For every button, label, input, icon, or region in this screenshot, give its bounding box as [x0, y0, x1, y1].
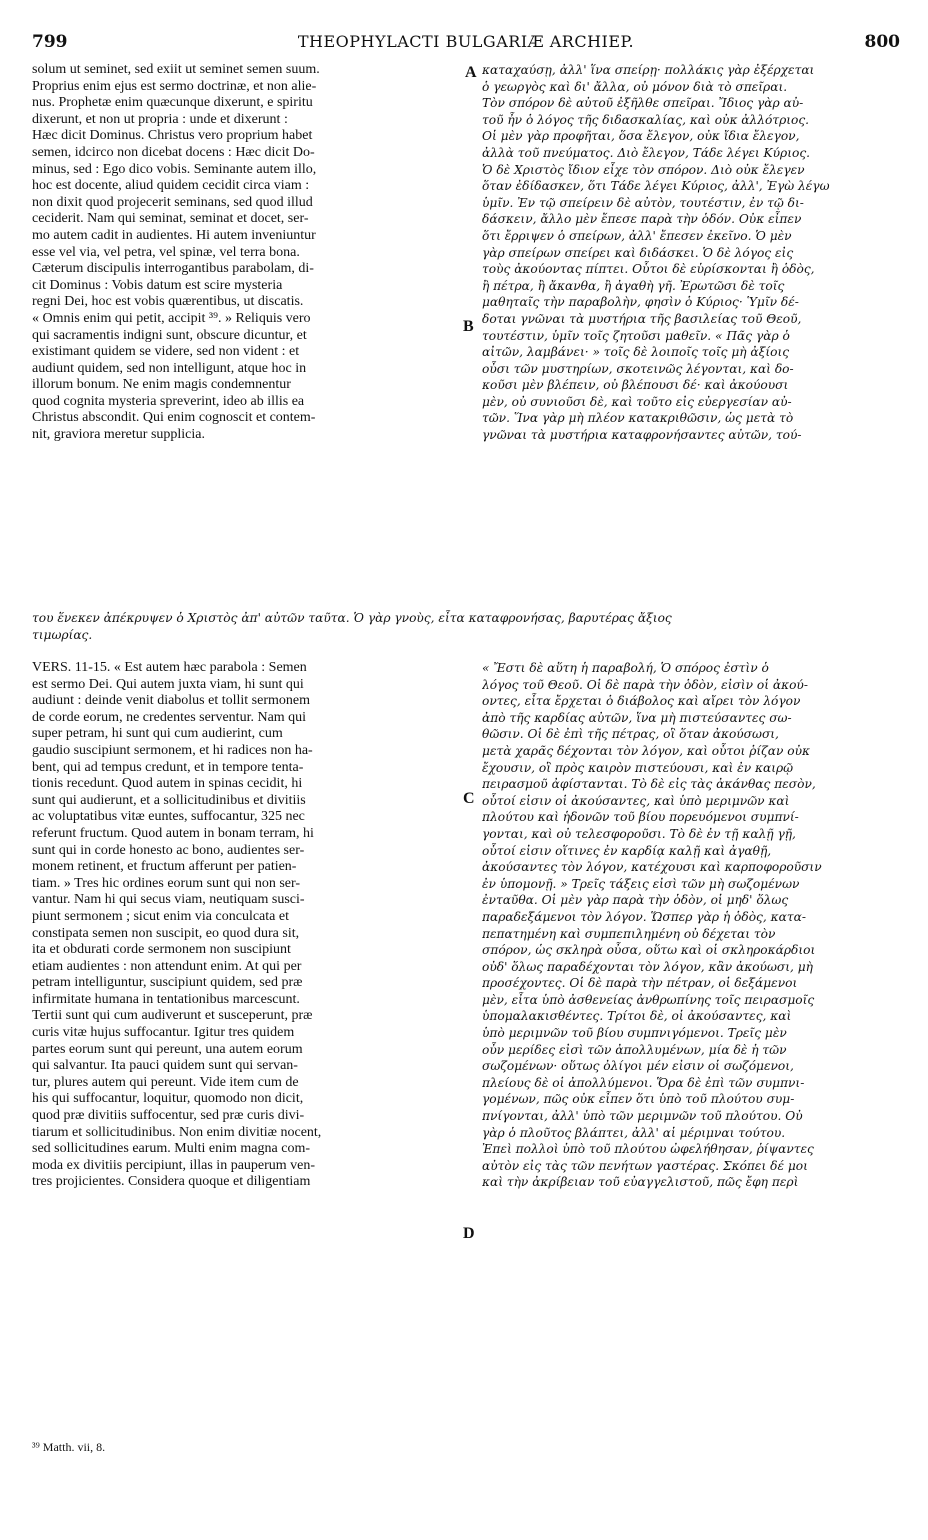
- greek-line: παραδεξάμενοι τὸν λόγον. Ὥσπερ γὰρ ἡ ὁδὸς, κατα-: [482, 909, 806, 924]
- greek-line: ὅτι ἔρριψεν ὁ σπείρων, ἀλλ' ἔπεσεν ἐκεῖνο. Ὁ μὲν: [482, 228, 792, 243]
- latin-line: qui sacramentis indigni sunt, obscure dicuntur, et: [32, 327, 307, 343]
- latin-line: existimant quidem se videre, sed non vident : et: [32, 344, 300, 360]
- latin-column-bottom: [32, 660, 460, 1191]
- latin-line: de corde eorum, ne credentes serventur. Nam qui: [32, 709, 307, 725]
- greek-line: ἢ πέτρα, ἢ ἄκανθα, ἢ ἀγαθὴ γῆ. Ἐρωτῶσι δὲ τοῖς: [482, 278, 785, 293]
- greek-line: αἰτῶν, λαμβάνει· » τοῖς δὲ λοιποῖς τοῖς μὴ ἀξίοις: [482, 345, 790, 360]
- latin-line: Proprius enim ejus est sermo doctrinæ, et non alie-: [32, 78, 317, 94]
- latin-line: regni Dei, hoc est vobis quærentibus, ut discatis.: [32, 294, 304, 310]
- latin-line: Hæc dicit Dominus. Christus vero proprium habet: [32, 128, 313, 144]
- greek-line: γὰρ ὁ πλοῦτος βλάπτει, ἀλλ' αἱ μέριμναι τούτου.: [482, 1125, 786, 1140]
- latin-line: tionis recedunt. Quod autem in spinas cecidit, hi: [32, 776, 303, 792]
- greek-line: « Ἔστι δὲ αὕτη ἡ παραβολή, Ὁ σπόρος ἐστὶν ὁ: [482, 661, 769, 675]
- latin-line: sunt qui in corde honesto ac bono, audientes ser-: [32, 842, 305, 858]
- latin-line: mo autem cadit in audientes. Hi autem inveniuntur: [32, 227, 316, 243]
- latin-line: est sermo Dei. Qui autem juxta viam, hi sunt qui: [32, 676, 304, 692]
- latin-line: curis vitæ hujus suffocantur. Igitur tres quidem: [32, 1025, 295, 1041]
- latin-line: piunt sermonem ; sicut enim via conculcata et: [32, 908, 289, 924]
- greek-line: σωζομένων· οὕτως ὀλίγοι μέν εἰσιν οἱ σωζόμενοι,: [482, 1059, 794, 1074]
- greek-line: δάσκειν, ἄλλο μὲν ἔπεσε παρὰ τὴν ὁδόν. Οὐκ εἶπεν: [482, 212, 802, 227]
- greek-line: πλούτου καὶ ἡδονῶν τοῦ βίου πορευόμενοι συμπνί-: [482, 810, 799, 825]
- latin-line: his qui suffocantur, loquitur, quomodo non dicit,: [32, 1091, 304, 1107]
- latin-column-top: [32, 62, 460, 444]
- greek-line: οὗτοί εἰσιν οἱ ἀκούσαντες, καὶ ὑπὸ μεριμνῶν καὶ: [482, 793, 790, 808]
- latin-line: nit, graviora meretur supplicia.: [32, 427, 205, 443]
- margin-marker-a: A: [465, 64, 477, 81]
- greek-line: λόγος τοῦ Θεοῦ. Οἱ δὲ παρὰ τὴν ὁδὸν, εἰσὶν οἱ ἀκού-: [482, 677, 808, 692]
- greek-line: ἐνταῦθα. Οἱ μὲν γὰρ παρὰ τὴν ὁδὸν, οἱ μηδ' ὅλως: [482, 893, 789, 908]
- latin-line: tres projicientes. Considera quoque et diligentiam: [32, 1174, 311, 1190]
- greek-line: Ἐπεὶ πολλοὶ ὑπὸ τοῦ πλούτου ὠφελήθησαν, ῥίψαντες: [482, 1142, 814, 1157]
- latin-line: qui salvantur. Ita pauci quidem sunt qui servan-: [32, 1058, 298, 1074]
- latin-line: vantur. Nam hi qui secus viam, neutiquam susci-: [32, 892, 305, 908]
- latin-line: partes eorum sunt qui pereunt, una autem eorum: [32, 1041, 303, 1057]
- page-header: [32, 32, 900, 58]
- greek-line: πειρασμοῦ ἀφίστανται. Τὸ δὲ εἰς τὰς ἀκάνθας πεσὸν,: [482, 777, 816, 792]
- greek-line: πεπατημένη καὶ συμπεπιλημένη οὐ δέχεται τὸν: [482, 926, 776, 941]
- greek-line: ὅταν ἐδίδασκεν, ὅτι Τάδε λέγει Κύριος, ἀλλ', Ἐγὼ λέγω: [482, 179, 830, 194]
- margin-marker-b: B: [463, 318, 474, 335]
- latin-line: bent, qui ad tempus credunt, et in tempore tenta-: [32, 759, 304, 775]
- greek-line: Οἱ μὲν γὰρ προφῆται, ὅσα ἔλεγον, οὐκ ἴδια ἔλεγον,: [482, 129, 800, 144]
- greek-line: σπόρον, ὡς σκληρὰ οὖσα, οὕτω καὶ οἱ σκληροκάρδιοι: [482, 943, 816, 958]
- greek-line: ἔχουσιν, οἳ πρὸς καιρὸν πιστεύουσι, καὶ ἐν καιρῷ: [482, 760, 794, 775]
- footnote: ³⁹ Matth. vii, 8.: [32, 1440, 106, 1454]
- latin-line: ita et obdurati corde sermonem non suscipiunt: [32, 942, 291, 958]
- latin-line: quod cognita mysteria spreverint, ideo ab illis ea: [32, 393, 305, 409]
- latin-line: moda ex divitiis percipiunt, illas in pauperum ven-: [32, 1157, 316, 1173]
- greek-line: ὁ γεωργὸς καὶ δι' ἄλλα, οὐ μόνον διὰ τὸ σπεῖραι.: [482, 79, 788, 94]
- greek-line: αὐτὸν εἰς τὰς τῶν πενήτων γαστέρας. Σκόπει δέ μοι: [482, 1158, 808, 1173]
- latin-line: audiunt quidem, sed non intelligunt, atque hoc in: [32, 360, 307, 376]
- greek-line: ἐν ὑπομονῇ. » Τρεῖς τάξεις εἰσὶ τῶν μὴ σωζομένων: [482, 876, 800, 891]
- greek-line: μετὰ χαρᾶς δέχονται τὸν λόγον, καὶ οὗτοι ῥίζαν οὐκ: [482, 743, 811, 758]
- greek-line: κοῦσι μὲν βλέπειν, οὐ βλέπουσι δέ· καὶ ἀκούουσι: [482, 378, 789, 393]
- margin-marker-d: D: [463, 1225, 475, 1242]
- greek-line: οὐδ' ὅλως παραδέχονται τὸν λόγον, κἂν ἀκούωσι, μὴ: [482, 959, 813, 974]
- greek-line: οὖσι τῶν μυστηρίων, σκοτεινῶς λέγονται, καὶ δο-: [482, 361, 794, 376]
- greek-bridge-line-2: τιμωρίας.: [32, 627, 93, 642]
- greek-column-bottom: [482, 660, 900, 1191]
- greek-line: ἀκούσαντες τὸν λόγον, κατέχουσι καὶ καρποφοροῦσιν: [482, 860, 822, 875]
- latin-line: Tertii sunt qui cum audiverunt et susceperunt, præ: [32, 1008, 313, 1024]
- greek-line: οντες, εἶτα ἔρχεται ὁ διάβολος καὶ αἴρει τὸν λόγον: [482, 694, 801, 709]
- greek-line: τῶν. Ἵνα γὰρ μὴ πλέον κατακριθῶσιν, ὡς μετὰ τὸ: [482, 411, 794, 426]
- greek-bridge: [32, 610, 902, 643]
- latin-line: super petram, hi sunt qui cum audierint, cum: [32, 726, 283, 742]
- latin-line: petram intelliguntur, suscipiunt quidem, sed præ: [32, 975, 303, 991]
- latin-line: tiarum et sollicitudinibus. Non enim divitiæ nocent,: [32, 1124, 322, 1140]
- greek-line: προσέχοντες. Οἱ δὲ παρὰ τὴν πέτραν, οἱ δεξάμενοι: [482, 976, 798, 991]
- greek-line: πνίγονται, ἀλλ' ὑπὸ τῶν μεριμνῶν τοῦ πλούτου. Οὐ: [482, 1109, 803, 1124]
- greek-line: Ὁ δὲ Χριστὸς ἴδιον εἶχε τὸν σπόρον. Διὸ οὐκ ἔλεγεν: [482, 162, 805, 177]
- latin-line: cit Dominus : Vobis datum est scire mysteria: [32, 277, 283, 293]
- greek-line: τοῦ ἦν ὁ λόγος τῆς διδασκαλίας, καὶ οὐκ ἀλλότριος.: [482, 112, 810, 127]
- page-number-right: 800: [864, 32, 900, 52]
- margin-marker-c: C: [463, 790, 475, 807]
- greek-line: γομένων, πῶς οὐκ εἶπεν ὅτι ὑπὸ τοῦ πλούτου συμ-: [482, 1092, 795, 1107]
- greek-line: ἀπὸ τῆς καρδίας αὐτῶν, ἵνα μὴ πιστεύσαντες σω-: [482, 710, 792, 725]
- latin-line: VERS. 11-15. « Est autem hæc parabola : Semen: [32, 660, 307, 675]
- greek-line: Τὸν σπόρον δὲ αὐτοῦ ἐξῆλθε σπεῖραι. Ἴδιος γὰρ αὐ-: [482, 96, 804, 111]
- greek-line: ὑμῖν. Ἐν τῷ σπείρειν δὲ αὐτὸν, τουτέστιν, ἐν τῷ δι-: [482, 195, 804, 210]
- greek-line: θῶσιν. Οἱ δὲ ἐπὶ τῆς πέτρας, οἳ ὅταν ἀκούσωσι,: [482, 727, 779, 742]
- latin-line: semen, idcirco non dicebat docens : Hæc dicit Do-: [32, 144, 315, 160]
- latin-line: tur, plures autem qui pereunt. Vide item cum de: [32, 1074, 299, 1090]
- greek-line: τουτέστιν, ὑμῖν τοῖς ζητοῦσι μαθεῖν. « Πᾶς γὰρ ὁ: [482, 328, 790, 343]
- greek-line: δοται γνῶναι τὰ μυστήρια τῆς βασιλείας τοῦ Θεοῦ,: [482, 311, 802, 326]
- page-number-left: 799: [32, 32, 68, 52]
- latin-line: etiam audientes : non attendunt enim. At qui per: [32, 958, 302, 974]
- greek-line: γονται, καὶ οὐ τελεσφοροῦσι. Τὸ δὲ ἐν τῇ καλῇ γῇ,: [482, 826, 796, 841]
- latin-line: referunt fructum. Quod autem in bonam terram, hi: [32, 825, 314, 841]
- greek-line: γνῶναι τὰ μυστήρια καταφρονήσαντες αὐτῶν, τού-: [482, 428, 802, 443]
- latin-line: tiam. » Tres hic ordines eorum sunt qui non ser-: [32, 875, 301, 891]
- greek-line: καταχαύσῃ, ἀλλ' ἵνα σπείρῃ· πολλάκις γὰρ ἐξέρχεται: [482, 63, 815, 77]
- greek-bridge-line: του ἕνεκεν ἀπέκρυψεν ὁ Χριστὸς ἀπ' αὐτῶν ταῦτα. Ὁ γὰρ γνοὺς, εἶτα καταφρονήσας, βαρυτέρας ἄξιος: [32, 611, 672, 625]
- greek-line: ὑπομαλακισθέντες. Τρίτοι δὲ, οἱ ἀκούσαντες, καὶ: [482, 1009, 792, 1024]
- latin-line: Christus abscondit. Qui enim cognoscit et contem-: [32, 410, 316, 426]
- greek-line: πλείους δὲ οἱ ἀπολλύμενοι. Ὅρα δὲ ἐπὶ τῶν συμπνι-: [482, 1075, 805, 1090]
- latin-line: esse vel via, vel petra, vel spinæ, vel terra bona.: [32, 244, 300, 260]
- latin-line: nus. Prophetæ enim quæcunque dixerunt, e spiritu: [32, 95, 313, 111]
- latin-line: ac voluptatibus vitæ euntes, suffocantur, 325 nec: [32, 809, 305, 825]
- latin-line: Cæterum discipulis interrogantibus parabolam, di-: [32, 261, 314, 277]
- greek-line: ὑπὸ μεριμνῶν τοῦ βίου συμπνιγόμενοι. Τρεῖς μὲν: [482, 1026, 787, 1041]
- greek-line: γὰρ σπείρων σπείρει καὶ διδάσκει. Ὁ δὲ λόγος εἰς: [482, 245, 794, 260]
- greek-line: καὶ τὴν ἀκρίβειαν τοῦ εὐαγγελιστοῦ, πῶς ἔφη περὶ: [482, 1175, 799, 1190]
- greek-line: οὗτοί εἰσιν οἵτινες ἐν καρδίᾳ καλῇ καὶ ἀγαθῇ,: [482, 843, 772, 858]
- latin-line: sunt qui audierunt, et a sollicitudinibus et divitiis: [32, 792, 306, 808]
- latin-line: « Omnis enim qui petit, accipit ³⁹. » Reliquis vero: [32, 310, 311, 326]
- greek-line: μὲν, εἶτα ὑπὸ ἀσθενείας ἀνθρωπίνης τοῖς πειρασμοῖς: [482, 992, 815, 1007]
- latin-line: ceciderit. Nam qui seminat, seminat et docet, ser-: [32, 211, 309, 227]
- latin-line: quod præ divitiis suffocentur, sed præ curis divi-: [32, 1108, 305, 1124]
- latin-line: gaudio suscipiunt sermonem, et hi radices non ha-: [32, 742, 313, 758]
- greek-column-top: [482, 62, 900, 444]
- greek-line: τοὺς ἀκούοντας πίπτει. Οὗτοι δὲ εὑρίσκονται ἢ ὁδὸς,: [482, 262, 815, 277]
- latin-line: constipata semen non suscipit, eo quod dura sit,: [32, 925, 300, 941]
- latin-line: dixerunt, et non ut propria : unde et dixerunt :: [32, 111, 288, 127]
- latin-line: non dixit quod projecerit seminans, sed quod illud: [32, 194, 313, 210]
- latin-line: infirmitate humana in tentationibus marcescunt.: [32, 991, 300, 1007]
- latin-line: minus, sed : Ego dico vobis. Seminante autem illo,: [32, 161, 317, 177]
- running-title: THEOPHYLACTI BULGARIÆ ARCHIEP.: [297, 32, 635, 51]
- greek-line: μὲν, οὐ συνιοῦσι δὲ, καὶ τοῦτο εἰς εὐεργεσίαν αὐ-: [482, 394, 792, 409]
- latin-line: monem retinent, et fructum afferunt per patien-: [32, 859, 297, 875]
- latin-line: illorum bonum. Ne enim magis condemnentur: [32, 377, 291, 393]
- latin-line: hoc est docente, aliud quidem cecidit circa viam :: [32, 178, 310, 194]
- latin-line: audiunt : deinde venit diabolus et tollit sermonem: [32, 693, 311, 709]
- latin-line: solum ut seminet, sed exiit ut seminet semen suum.: [32, 62, 320, 77]
- greek-line: ἀλλὰ τοῦ πνεύματος. Διὸ ἔλεγον, Τάδε λέγει Κύριος.: [482, 145, 811, 160]
- greek-line: οὖν μερίδες εἰσὶ τῶν ἀπολλυμένων, μία δὲ ἡ τῶν: [482, 1042, 787, 1057]
- greek-line: μαθηταῖς τὴν παραβολὴν, φησὶν ὁ Κύριος· Ὑμῖν δέ-: [482, 295, 799, 310]
- latin-line: sed sollicitudines earum. Multi enim magna com-: [32, 1141, 310, 1157]
